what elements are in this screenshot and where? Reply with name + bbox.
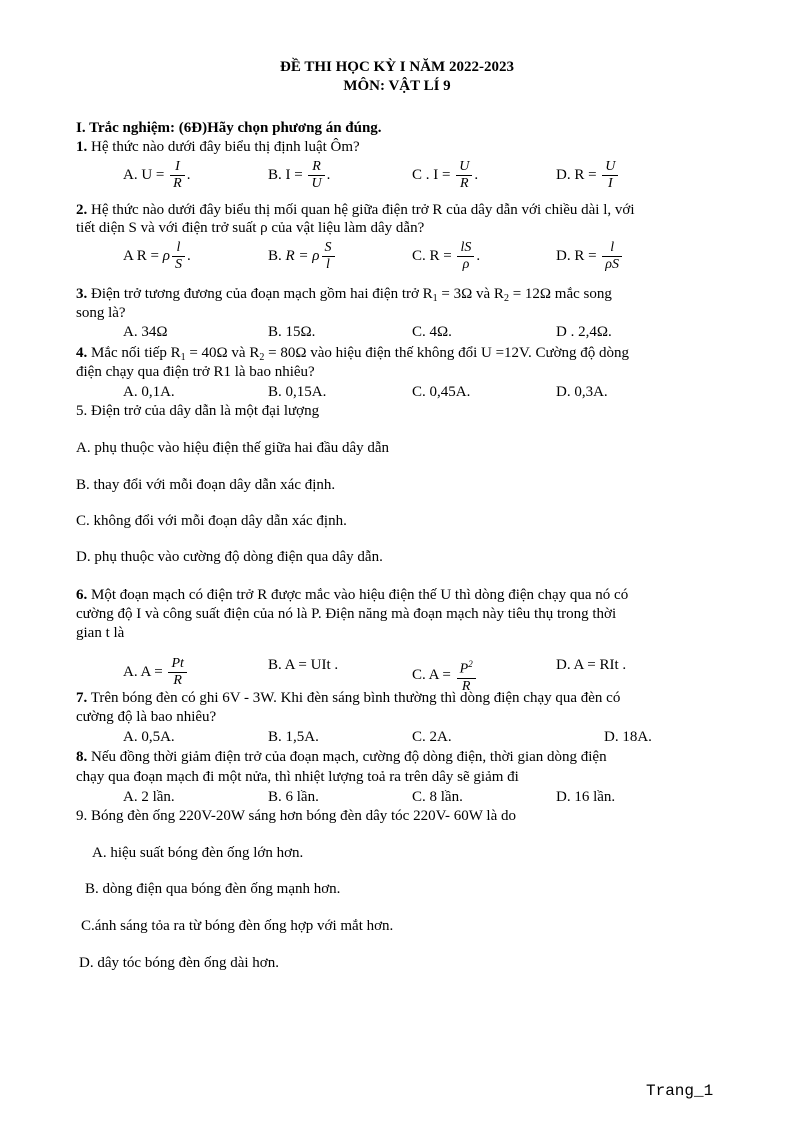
question-number: 1.: [76, 139, 88, 155]
q8-option-c[interactable]: C. 8 lần.: [412, 789, 463, 805]
q3-option-c[interactable]: C. 4Ω.: [412, 324, 452, 340]
q4-option-b[interactable]: B. 0,15A.: [268, 384, 327, 400]
question-6-line3: gian t là: [76, 625, 125, 641]
question-2: 2. Hệ thức nào dưới đây biểu thị mối quan hệ giữa điện trở R của dây dẫn với chiều dài l, với: [76, 202, 635, 218]
q8-option-d[interactable]: D. 16 lần.: [556, 789, 616, 805]
question-9: 9. Bóng đèn ống 220V-20W sáng hơn bóng đèn dây tóc 220V- 60W là do: [76, 808, 516, 824]
q8-option-b[interactable]: B. 6 lần.: [268, 789, 319, 805]
question-3-line2: song là?: [76, 305, 126, 321]
q7-option-d[interactable]: D. 18A.: [604, 729, 652, 745]
q9-option-c[interactable]: C.ánh sáng tỏa ra từ bóng đèn ống hợp với mắt hơn.: [81, 918, 394, 934]
q1-option-c[interactable]: C . I = $\frac{U}{R}$ .: [412, 159, 479, 191]
question-2-line2: tiết diện S và với điện trở suất ρ của vật liệu làm dây dẫn?: [76, 220, 425, 236]
q3-option-b[interactable]: B. 15Ω.: [268, 324, 316, 340]
q1-option-d[interactable]: D. R = $\frac{U}{I}$: [556, 159, 620, 192]
question-7-line2: cường độ là bao nhiêu?: [76, 709, 217, 725]
q5-option-a[interactable]: A. phụ thuộc vào hiệu điện thế giữa hai đầu dây dẫn: [76, 440, 390, 456]
question-6: 6. Một đoạn mạch có điện trở R được mắc vào hiệu điện thế U thì dòng điện chạy qua nó có: [76, 587, 629, 603]
q9-option-a[interactable]: A. hiệu suất bóng đèn ống lớn hơn.: [92, 845, 304, 861]
q1-option-a[interactable]: A. U = $\frac{I}{R}$ .: [123, 159, 191, 191]
question-1: [76, 138, 360, 156]
q4-option-d[interactable]: D. 0,3A.: [556, 384, 608, 400]
question-4: 4. Mắc nối tiếp $R_1 = 40\Omega$ và $R_2 = 80\Omega$ vào hiệu điện thế không đổi U =12V. Cường độ dòng: [76, 345, 630, 363]
q7-option-c[interactable]: C. 2A.: [412, 729, 452, 745]
question-5: 5. Điện trở của dây dẫn là một đại lượng: [76, 403, 320, 419]
q2-option-a[interactable]: A R = ρ $\frac{l}{S}$ .: [123, 240, 191, 272]
q6-option-a[interactable]: A. A = $\frac{Pt}{R}$: [123, 656, 189, 689]
question-7: 7. Trên bóng đèn có ghi 6V - 3W. Khi đèn sáng bình thường thì dòng điện chạy qua đèn có: [76, 690, 621, 706]
question-text: Hệ thức nào dưới đây biểu thị định luật Ôm?: [87, 139, 360, 155]
question-8: 8. Nếu đồng thời giảm điện trở của đoạn mạch, cường độ dòng điện, thời gian dòng điện: [76, 749, 607, 765]
q5-option-c[interactable]: C. không đổi với mỗi đoạn dây dẫn xác định.: [76, 513, 347, 529]
q2-option-c[interactable]: C. R = $\frac{lS}{\rho}$ .: [412, 240, 481, 272]
section-heading: I. Trắc nghiệm: (6Đ)Hãy chọn phương án đúng.: [76, 120, 382, 136]
q5-option-d[interactable]: D. phụ thuộc vào cường độ dòng điện qua dây dẫn.: [76, 549, 383, 565]
q4-option-c[interactable]: C. 0,45A.: [412, 384, 471, 400]
q1-option-b[interactable]: B. I = $\frac{R}{U}$ .: [268, 159, 331, 191]
q7-option-b[interactable]: B. 1,5A.: [268, 729, 319, 745]
q8-option-a[interactable]: A. 2 lần.: [123, 789, 175, 805]
q2-option-b[interactable]: B. R = ρ $\frac{S}{l}$: [268, 240, 337, 273]
q3-option-d[interactable]: D . 2,4Ω.: [556, 324, 612, 340]
question-6-line2: cường độ I và công suất điện của nó là P. Điện năng mà đoạn mạch này tiêu thụ trong thời: [76, 606, 617, 622]
page-number: Trang_1: [646, 1082, 714, 1100]
q6-option-d[interactable]: D. A = RIt .: [556, 657, 627, 673]
question-3: 3. Điện trở tương đương của đoạn mạch gồm hai điện trở $R_1 = 3\Omega$ và $R_2 = 12\Omega$ mắc song: [76, 286, 612, 304]
exam-title: ĐỀ THI HỌC KỲ I NĂM 2022-2023: [280, 59, 514, 75]
q4-option-a[interactable]: A. 0,1A.: [123, 384, 175, 400]
q9-option-b[interactable]: B. dòng điện qua bóng đèn ống mạnh hơn.: [85, 881, 341, 897]
q6-option-c[interactable]: C. A = $\frac{P^2}{R}$: [412, 656, 478, 695]
question-8-line2: chạy qua đoạn mạch đi một nửa, thì nhiệt lượng toả ra trên dây sẽ giảm đi: [76, 769, 519, 785]
q3-option-a[interactable]: A. 34Ω: [123, 324, 168, 340]
q7-option-a[interactable]: A. 0,5A.: [123, 729, 175, 745]
question-4-line2: điện chạy qua điện trở R1 là bao nhiêu?: [76, 364, 315, 380]
q5-option-b[interactable]: B. thay đổi với mỗi đoạn dây dẫn xác định.: [76, 477, 336, 493]
q2-option-d[interactable]: D. R = $\frac{l}{\rho S}$: [556, 240, 624, 273]
subject-title: MÔN: VẬT LÍ 9: [343, 78, 451, 94]
q6-option-b[interactable]: B. A = UIt .: [268, 657, 339, 673]
q9-option-d[interactable]: D. dây tóc bóng đèn ống dài hơn.: [79, 955, 279, 971]
